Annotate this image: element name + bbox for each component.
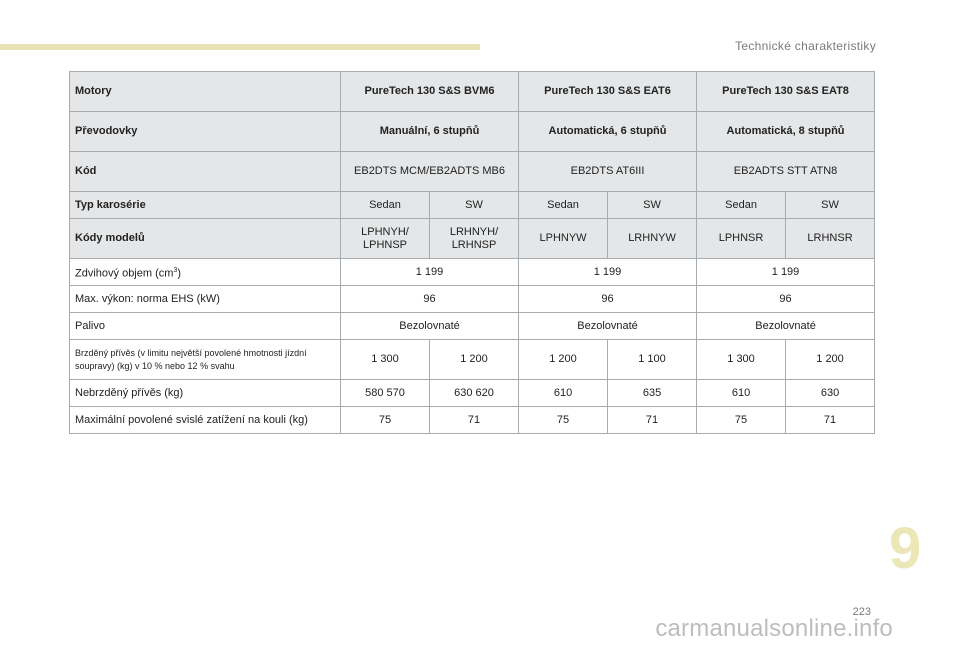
table-cell: 71 <box>608 407 697 434</box>
table-cell: LRHNSR <box>786 219 875 259</box>
table-cell: Automatická, 8 stupňů <box>697 112 875 152</box>
header-accent-bar <box>0 44 480 50</box>
row-label-text: ) <box>177 267 181 280</box>
row-label: Nebrzděný přívěs (kg) <box>70 380 341 407</box>
table-cell: PureTech 130 S&S BVM6 <box>341 72 519 112</box>
specification-table <box>69 71 875 434</box>
table-cell: 71 <box>430 407 519 434</box>
table-cell: LPHNYW <box>519 219 608 259</box>
table-row <box>70 259 875 286</box>
table-cell: Bezolovnaté <box>519 313 697 340</box>
table-cell: 1 300 <box>341 340 430 380</box>
table-cell: SW <box>430 192 519 219</box>
table-cell: 1 100 <box>608 340 697 380</box>
section-title: Technické charakteristiky <box>735 39 876 53</box>
table-row <box>70 72 875 112</box>
table-cell: SW <box>786 192 875 219</box>
table-cell: LPHNYH/ LPHNSP <box>341 219 430 259</box>
watermark: carmanualsonline.info <box>655 615 893 642</box>
row-label: Převodovky <box>70 112 341 152</box>
table-cell: Manuální, 6 stupňů <box>341 112 519 152</box>
table-cell: PureTech 130 S&S EAT6 <box>519 72 697 112</box>
row-label: Typ karosérie <box>70 192 341 219</box>
table-cell: 630 620 <box>430 380 519 407</box>
table-row <box>70 340 875 380</box>
table-cell: Sedan <box>519 192 608 219</box>
table-cell: Automatická, 6 stupňů <box>519 112 697 152</box>
row-label: Brzděný přívěs (v limitu největší povolené hmotnosti jízdní soupravy) (kg) v 10 % nebo 12 % svahu <box>70 340 341 380</box>
table-row <box>70 152 875 192</box>
table-row <box>70 286 875 313</box>
chapter-number: 9 <box>889 516 922 581</box>
table-cell: LPHNSR <box>697 219 786 259</box>
row-label-text: Zdvihový objem (cm <box>75 267 174 280</box>
row-label: Motory <box>70 72 341 112</box>
table-cell: 96 <box>697 286 875 313</box>
row-label: Max. výkon: norma EHS (kW) <box>70 286 341 313</box>
table-cell: 1 300 <box>697 340 786 380</box>
table-row <box>70 407 875 434</box>
table-cell: LRHNYW <box>608 219 697 259</box>
table-cell: 580 570 <box>341 380 430 407</box>
row-label: Kód <box>70 152 341 192</box>
table-cell: 71 <box>786 407 875 434</box>
table-cell: 1 199 <box>697 259 875 286</box>
table-cell: 635 <box>608 380 697 407</box>
page-number: 223 <box>852 606 871 618</box>
table-cell: EB2ADTS STT ATN8 <box>697 152 875 192</box>
table-cell: 96 <box>341 286 519 313</box>
table-cell: Bezolovnaté <box>697 313 875 340</box>
table-cell: 1 200 <box>786 340 875 380</box>
table-cell: EB2DTS AT6III <box>519 152 697 192</box>
table-cell: Sedan <box>697 192 786 219</box>
table-row <box>70 112 875 152</box>
table-row <box>70 313 875 340</box>
table-cell: 96 <box>519 286 697 313</box>
table-cell: 75 <box>697 407 786 434</box>
table-cell: SW <box>608 192 697 219</box>
row-label: Maximální povolené svislé zatížení na kouli (kg) <box>70 407 341 434</box>
table-cell: Sedan <box>341 192 430 219</box>
superscript: 3 <box>173 266 178 274</box>
table-cell: 1 199 <box>519 259 697 286</box>
table-cell: 610 <box>519 380 608 407</box>
table-row <box>70 192 875 219</box>
table-row <box>70 380 875 407</box>
table-cell: 75 <box>341 407 430 434</box>
table-cell: 610 <box>697 380 786 407</box>
table-cell: 630 <box>786 380 875 407</box>
table-cell: 1 200 <box>519 340 608 380</box>
table-cell: Bezolovnaté <box>341 313 519 340</box>
table-cell: 75 <box>519 407 608 434</box>
table-cell: PureTech 130 S&S EAT8 <box>697 72 875 112</box>
table-cell: 1 200 <box>430 340 519 380</box>
row-label <box>70 259 341 286</box>
table-cell: LRHNYH/ LRHNSP <box>430 219 519 259</box>
table-row <box>70 219 875 259</box>
row-label: Palivo <box>70 313 341 340</box>
table-cell: 1 199 <box>341 259 519 286</box>
table-cell: EB2DTS MCM/EB2ADTS MB6 <box>341 152 519 192</box>
row-label: Kódy modelů <box>70 219 341 259</box>
